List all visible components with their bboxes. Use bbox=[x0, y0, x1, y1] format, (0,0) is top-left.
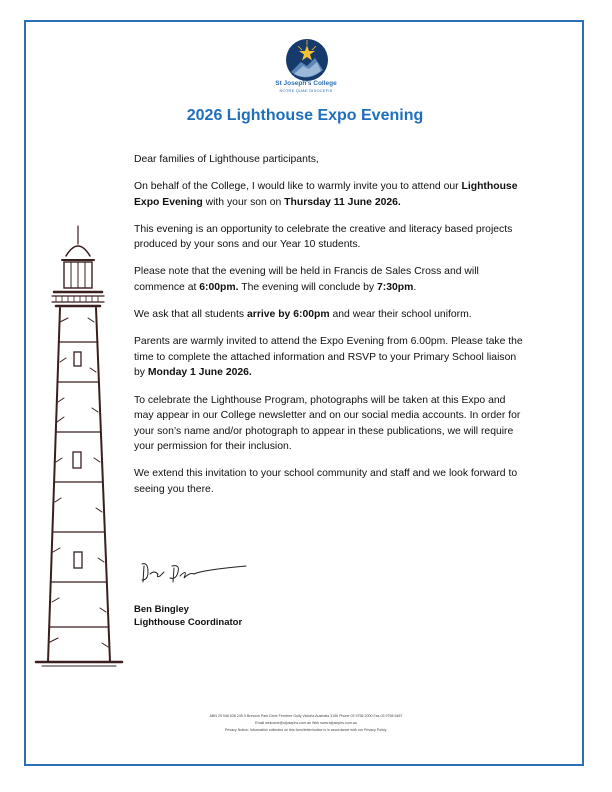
college-crest-icon bbox=[285, 38, 329, 82]
paragraph-closing: We extend this invitation to your school community and staff and we look forward to seeing you there. bbox=[134, 468, 518, 495]
page-title: 2026 Lighthouse Expo Evening bbox=[186, 107, 424, 124]
greeting: Dear families of Lighthouse participants, bbox=[134, 154, 319, 165]
footer-privacy: Privacy Notice: Information collected on this form/letter/notice is in accordance with our Privacy Policy. bbox=[224, 728, 388, 732]
footer-address: ABN 29 548 638 245 5 Brevock Park Drive Ferntree Gully Victoria Australia 3156 Phone 03 9758 2000 Fax 03 9758 5467 bbox=[209, 714, 403, 718]
paragraph-photographs: To celebrate the Lighthouse Program, photographs will be taken at this Expo and may appear in our College newsletter and on our social media accounts. In order for your son’s name and/or photograph to appear in these publications, we will require your permission for their inclusion. bbox=[134, 394, 521, 453]
paragraph-rsvp: Parents are warmly invited to attend the Expo Evening from 6.00pm. Please take the time to complete the attached information and RSVP to your Primary School liaison by Monday 1 June 2026. bbox=[134, 336, 523, 379]
paragraph-purpose: This evening is an opportunity to celebrate the creative and literacy based projects produced by your sons and our Year 10 students. bbox=[134, 223, 513, 251]
footer bbox=[150, 713, 462, 734]
footer-contact: Email welcome@stjosephs.com.au Web www.stjosephs.com.au bbox=[255, 721, 357, 725]
paragraph-venue: Please note that the evening will be held in Francis de Sales Cross and will commence at 6:00pm. The evening will conclude by 7:30pm. bbox=[134, 266, 479, 294]
paragraph-invitation: On behalf of the College, I would like to warmly invite you to attend our Lighthouse Expo Evening with your son on Thursday 11 June 2026. bbox=[134, 181, 518, 208]
college-name: St Joseph's College bbox=[275, 80, 337, 87]
letter-body bbox=[134, 152, 524, 509]
signatory-name: Ben Bingley bbox=[134, 604, 189, 615]
signatory-role: Lighthouse Coordinator bbox=[134, 616, 243, 628]
signoff-block bbox=[134, 604, 334, 629]
lighthouse-sketch-icon bbox=[26, 222, 130, 670]
signature-icon bbox=[138, 558, 250, 588]
paragraph-arrival: We ask that all students arrive by 6:00pm and wear their school uniform. bbox=[134, 309, 472, 321]
college-motto: NOTRE QUAE DIXOCEFIS bbox=[279, 88, 333, 93]
